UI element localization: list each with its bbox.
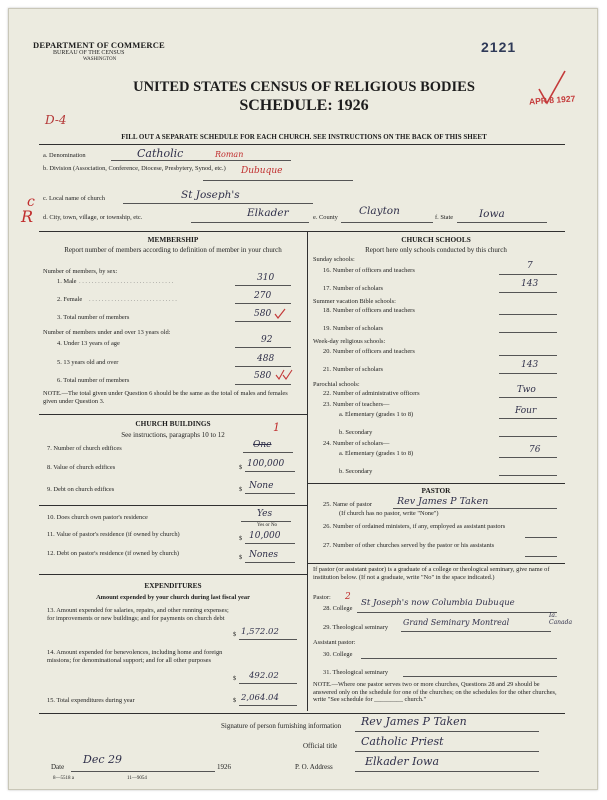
form-number: 2121 (481, 39, 517, 55)
membership-note: NOTE.—The total given under Question 6 should be the same as the total of males and females given under Question 3. (43, 390, 288, 405)
q5-label: 5. 13 years old and over (57, 359, 119, 366)
dollar-sign: $ (233, 675, 237, 682)
year-text: 1926 (217, 763, 231, 771)
q25-hint: (If church has no pastor, write "None") (339, 510, 439, 517)
underline (525, 537, 557, 538)
buildings-sub: See instructions, paragraphs 10 to 12 (121, 431, 225, 439)
q28-label: 28. College (323, 605, 353, 612)
divider-line (39, 231, 565, 232)
underline (499, 475, 557, 476)
address-label: P. O. Address (295, 763, 333, 771)
underline (235, 384, 291, 385)
q4-value: 92 (261, 335, 273, 345)
underline (203, 180, 353, 181)
underline (235, 321, 291, 322)
q1-label: 1. Male (57, 278, 77, 285)
q9-label: 9. Debt on church edifices (47, 486, 115, 493)
underline (393, 508, 557, 509)
q25-value: Rev James P Taken (397, 496, 489, 507)
q31-label: 31. Theological seminary (323, 669, 389, 676)
church-name-label: c. Local name of church (43, 195, 105, 202)
q14-label: 14. Amount expended for benevolences, including home and foreign missions; for denominational support; and for all other purposes (47, 649, 223, 664)
underline (245, 543, 295, 544)
q5-value: 488 (257, 354, 275, 364)
q29-margin-note: Ia. Canada (549, 612, 573, 626)
q30-label: 30. College (323, 651, 353, 658)
q4-label: 4. Under 13 years of age (57, 340, 120, 347)
pastor-note: NOTE.—Where one pastor serves two or more churches, Questions 28 and 29 should be answered only on the schedule for one of the churches; on the schedules for the other churches, write "See schedule for _________ church." (313, 681, 557, 704)
column-divider (307, 231, 308, 711)
membership-intro: Report number of members according to definition of member in your church (64, 246, 282, 254)
underline (499, 292, 557, 293)
q29-label: 29. Theological seminary (323, 624, 389, 631)
census-schedule-form (8, 8, 598, 790)
q6-value: 580 (254, 371, 272, 381)
q29-value: Grand Seminary Montreal (403, 618, 510, 627)
q21-value: 143 (521, 360, 539, 370)
city-heading: WASHINGTON (83, 57, 117, 62)
q7-label: 7. Number of church edifices (47, 445, 122, 452)
pastor-label: Pastor: (313, 594, 331, 601)
date-value: Dec 29 (83, 753, 122, 766)
q11-label: 11. Value of pastor's residence (if owned by church) (47, 531, 180, 538)
q12-value: Nones (249, 550, 279, 560)
church-buildings-heading: CHURCH BUILDINGS (135, 419, 211, 428)
q24-label: 24. Number of scholars— (323, 440, 390, 447)
underline (245, 471, 295, 472)
q27-label: 27. Number of other churches served by the pastor or his assistants (323, 542, 495, 549)
denomination-red-note: Roman (215, 150, 244, 159)
q6-label: 6. Total number of members (57, 377, 130, 384)
parochial-schools-label: Parochial schools: (313, 381, 360, 388)
divider-line (307, 483, 565, 484)
q23b-label: b. Secondary (339, 429, 373, 436)
underline (111, 160, 291, 161)
red-margin-mark: R (21, 207, 34, 226)
q14-value: 492.02 (249, 671, 279, 681)
underline (499, 332, 557, 333)
under-over-label: Number of members under and over 13 years old: (43, 329, 171, 336)
q2-label: 2. Female (57, 296, 83, 303)
underline (355, 771, 539, 772)
underline (245, 562, 295, 563)
underline (235, 303, 291, 304)
underline (457, 222, 547, 223)
underline (499, 436, 557, 437)
schools-intro: Report here only schools conducted by this church (365, 246, 507, 254)
leader-dots: . . . . . . . . . . . . . . . . . . . . . . . . . . . . (89, 296, 177, 303)
by-sex-label: Number of members, by sex: (43, 268, 118, 275)
underline (123, 203, 313, 204)
leader-dots: . . . . . . . . . . . . . . . . . . . . . . . . . . . . . . (79, 278, 174, 285)
underline (243, 452, 293, 453)
county-value: Clayton (359, 205, 400, 217)
dollar-sign: $ (239, 554, 243, 561)
department-heading: DEPARTMENT OF COMMERCE (33, 40, 165, 50)
underline (239, 683, 297, 684)
city-label: d. City, town, village, or township, etc. (43, 214, 143, 221)
q23a-value: Four (515, 406, 537, 416)
yes-no-hint: Yes or No (257, 523, 278, 528)
schedule-title: SCHEDULE: 1926 (239, 97, 369, 114)
red-double-check-icon (275, 369, 293, 381)
pastor-heading: PASTOR (421, 486, 451, 495)
q15-label: 15. Total expenditures during year (47, 697, 135, 704)
q19-label: 19. Number of scholars (323, 325, 383, 332)
signature-value: Rev James P Taken (361, 715, 467, 728)
margin-code: D-4 (45, 113, 67, 127)
q13-label: 13. Amount expended for salaries, repairs, and other running expenses; for improvements or new buildings; and for payments on church debt (47, 607, 229, 622)
underline (241, 521, 291, 522)
q17-value: 143 (521, 279, 539, 289)
church-name-value: St Joseph's (181, 189, 240, 201)
underline (357, 612, 557, 613)
signature-label: Signature of person furnishing information (221, 722, 342, 730)
expenditures-heading: EXPENDITURES (144, 581, 202, 590)
q1-value: 310 (257, 273, 275, 283)
q18-label: 18. Number of officers and teachers (323, 307, 415, 314)
divider-line (39, 414, 307, 415)
state-value: Iowa (479, 208, 505, 220)
form-code: 8—5518 a (53, 776, 74, 781)
q7-red-correction: 1 (273, 421, 280, 434)
q24a-label: a. Elementary (grades 1 to 8) (339, 450, 414, 457)
division-value: Dubuque (241, 166, 283, 176)
divider-line (39, 574, 307, 575)
red-margin-letter: c (27, 194, 35, 210)
q2-value: 270 (254, 291, 272, 301)
underline (239, 705, 297, 706)
q10-value: Yes (257, 509, 273, 519)
underline (499, 397, 557, 398)
address-value: Elkader Iowa (365, 755, 440, 768)
underline (235, 347, 291, 348)
dollar-sign: $ (239, 535, 243, 542)
q3-value: 580 (254, 309, 272, 319)
q22-label: 22. Number of administrative officers (323, 390, 420, 397)
q13-value: 1,572.02 (241, 627, 279, 637)
underline (235, 366, 291, 367)
underline (191, 222, 309, 223)
underline (499, 355, 557, 356)
red-check-icon (274, 308, 286, 320)
summer-schools-label: Summer vacation Bible schools: (313, 298, 396, 305)
underline (341, 222, 433, 223)
divider-line (39, 713, 565, 714)
date-label: Date (51, 763, 65, 771)
bureau-heading: BUREAU OF THE CENSUS (53, 50, 125, 56)
denomination-value: Catholic (137, 147, 184, 160)
q24b-label: b. Secondary (339, 468, 373, 475)
underline (71, 771, 215, 772)
weekday-schools-label: Week-day religious schools: (313, 338, 386, 345)
underline (499, 373, 557, 374)
q15-value: 2,064.04 (241, 693, 279, 703)
state-label: f. State (435, 214, 454, 221)
underline (355, 731, 539, 732)
dollar-sign: $ (239, 486, 243, 493)
q16-label: 16. Number of officers and teachers (323, 267, 415, 274)
q8-label: 8. Value of church edifices (47, 464, 116, 471)
q8-value: 100,000 (247, 459, 285, 469)
denomination-label: a. Denomination (43, 152, 86, 159)
q16-value: 7 (527, 261, 533, 271)
q20-label: 20. Number of officers and teachers (323, 348, 415, 355)
underline (355, 751, 539, 752)
dollar-sign: $ (233, 697, 237, 704)
underline (245, 493, 295, 494)
sunday-schools-label: Sunday schools: (313, 256, 355, 263)
underline (499, 457, 557, 458)
received-date-stamp: APR 8 1927 (528, 93, 576, 107)
dollar-sign: $ (239, 464, 243, 471)
q25-label: 25. Name of pastor (323, 501, 372, 508)
underline (499, 314, 557, 315)
underline (401, 631, 551, 632)
q22-value: Two (517, 385, 536, 395)
underline (361, 658, 557, 659)
assistant-pastor-label: Assistant pastor: (313, 639, 356, 646)
red-two-mark: 2 (345, 592, 351, 602)
q12-label: 12. Debt on pastor's residence (if owned by church) (47, 550, 179, 557)
county-label: e. County (313, 214, 338, 221)
print-code: 11—9054 (127, 776, 147, 781)
dollar-sign: $ (233, 631, 237, 638)
church-schools-heading: CHURCH SCHOOLS (401, 235, 471, 244)
city-value: Elkader (247, 207, 289, 219)
official-title-value: Catholic Priest (361, 735, 444, 748)
underline (239, 639, 297, 640)
membership-heading: MEMBERSHIP (147, 235, 199, 244)
underline (525, 556, 557, 557)
underline (499, 418, 557, 419)
fill-out-instruction: FILL OUT A SEPARATE SCHEDULE FOR EACH CHURCH. SEE INSTRUCTIONS ON THE BACK OF THIS SHEET (121, 133, 487, 141)
q17-label: 17. Number of scholars (323, 285, 383, 292)
divider-line (307, 563, 565, 564)
underline (403, 676, 557, 677)
q11-value: 10,000 (249, 531, 281, 541)
q28-value: St Joseph's now Columbia Dubuque (361, 598, 515, 608)
divider-line (39, 505, 307, 506)
q24a-value: 76 (529, 445, 541, 455)
underline (499, 274, 557, 275)
divider-line (39, 144, 565, 145)
official-title-label: Official title (303, 742, 338, 750)
q23a-label: a. Elementary (grades 1 to 8) (339, 411, 414, 418)
division-label: b. Division (Association, Conference, Diocese, Presbytery, Synod, etc.) (43, 165, 226, 172)
q21-label: 21. Number of scholars (323, 366, 383, 373)
q10-label: 10. Does church own pastor's residence (47, 514, 148, 521)
q9-value: None (249, 481, 274, 491)
q7-value: One (253, 440, 272, 450)
q26-label: 26. Number of ordained ministers, if any, employed as assistant pastors (323, 523, 506, 530)
college-note: If pastor (or assistant pastor) is a graduate of a college or theological seminary, give name of institution below. (If not a graduate, write "No" in the space indicated.) (313, 566, 550, 581)
q23-label: 23. Number of teachers— (323, 401, 390, 408)
underline (235, 285, 291, 286)
expenditures-sub: Amount expended by your church during last fiscal year (96, 594, 250, 601)
q3-label: 3. Total number of members (57, 314, 130, 321)
form-title: UNITED STATES CENSUS OF RELIGIOUS BODIES (133, 79, 475, 95)
